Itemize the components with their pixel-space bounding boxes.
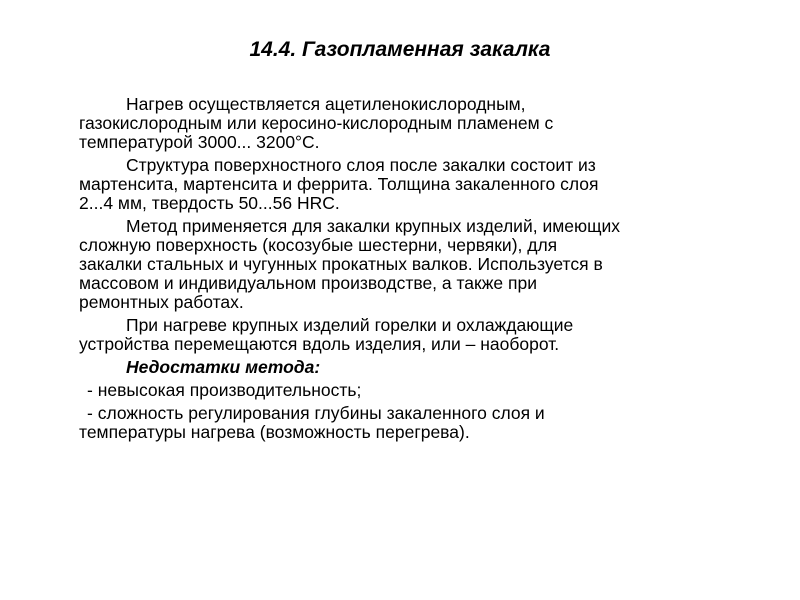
paragraph-line: массовом и индивидуальном производстве, а также при bbox=[79, 273, 537, 293]
paragraph-application bbox=[79, 217, 759, 312]
paragraph-line: температурой 3000... 3200°С. bbox=[79, 132, 320, 152]
paragraph-line: сложную поверхность (косозубые шестерни, червяки), для bbox=[79, 235, 558, 255]
paragraph-movement bbox=[79, 316, 759, 354]
paragraph-line: Структура поверхностного слоя после закалки состоит из bbox=[126, 155, 596, 175]
drawbacks-heading: Недостатки метода: bbox=[126, 357, 321, 377]
drawback-line: - невысокая производительность; bbox=[87, 380, 362, 400]
drawbacks-heading-block bbox=[79, 358, 759, 377]
drawback-line: температуры нагрева (возможность перегрева). bbox=[79, 422, 470, 442]
drawback-item bbox=[79, 404, 759, 442]
paragraph-heating bbox=[79, 95, 759, 152]
paragraph-line: закалки стальных и чугунных прокатных валков. Используется в bbox=[79, 254, 603, 274]
paragraph-line: мартенсита, мартенсита и феррита. Толщина закаленного слоя bbox=[79, 174, 599, 194]
slide-title: 14.4. Газопламенная закалка bbox=[249, 38, 551, 61]
paragraph-line: ремонтных работах. bbox=[79, 292, 244, 312]
drawback-line: - сложность регулирования глубины закаленного слоя и bbox=[87, 403, 545, 423]
paragraph-line: Метод применяется для закалки крупных изделий, имеющих bbox=[126, 216, 621, 236]
paragraph-line: При нагреве крупных изделий горелки и охлаждающие bbox=[126, 315, 574, 335]
paragraph-line: 2...4 мм, твердость 50...56 HRC. bbox=[79, 193, 340, 213]
slide-body bbox=[79, 95, 759, 446]
paragraph-line: Нагрев осуществляется ацетиленокислородным, bbox=[126, 94, 526, 114]
drawback-item bbox=[79, 381, 759, 400]
paragraph-structure bbox=[79, 156, 759, 213]
paragraph-line: устройства перемещаются вдоль изделия, или – наоборот. bbox=[79, 334, 560, 354]
paragraph-line: газокислородным или керосино-кислородным пламенем с bbox=[79, 113, 554, 133]
